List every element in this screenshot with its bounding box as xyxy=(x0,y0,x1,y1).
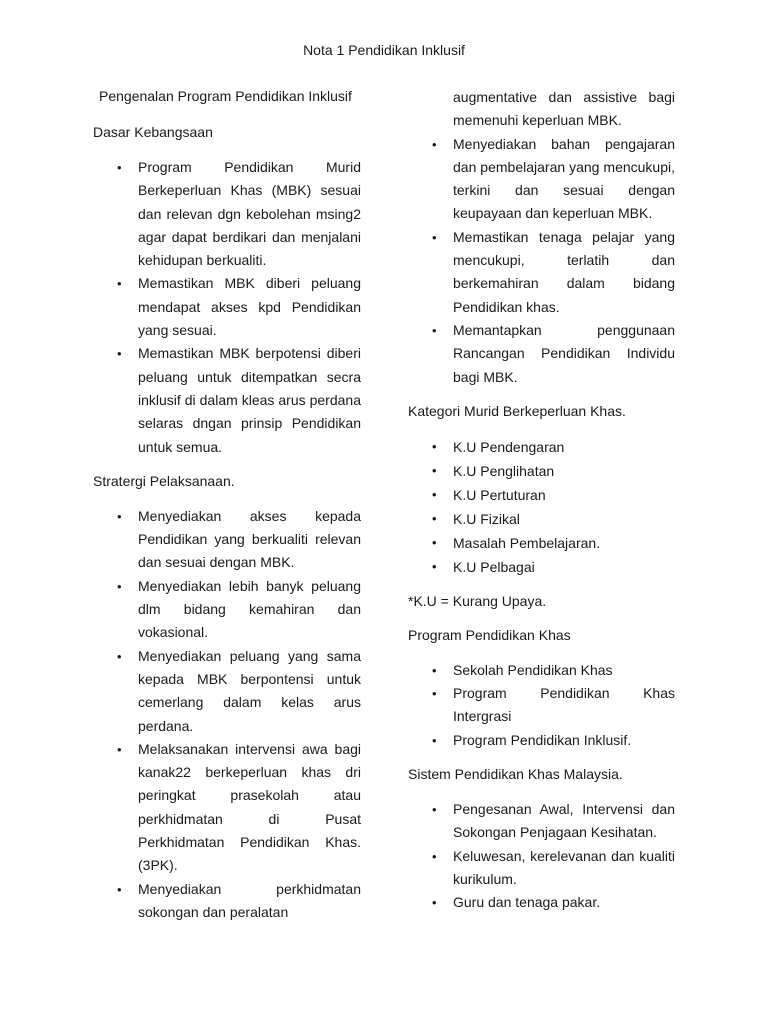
bullet-icon: • xyxy=(432,558,437,574)
text-line: Memastikan tenaga pelajar yang xyxy=(453,228,675,245)
list-item xyxy=(408,682,675,729)
text-line: vokasional. xyxy=(138,624,209,641)
continued-list xyxy=(408,133,675,389)
text-line: Sokongan Penjagaan Kesihatan. xyxy=(453,824,657,841)
text-line: Program Pendidikan Khas xyxy=(453,685,675,702)
list-item xyxy=(93,738,361,878)
bullet-icon: • xyxy=(117,648,122,664)
program-list xyxy=(408,659,675,752)
text-line: Pendidikan khas. xyxy=(453,298,560,315)
text-line: selaras dngan prinsip Pendidikan xyxy=(138,415,361,432)
text-line: dan relevan dgn kebolehan msing2 xyxy=(138,205,361,222)
text-line: peluang untuk ditempatkan secra xyxy=(138,368,361,385)
bullet-icon: • xyxy=(117,346,122,362)
bullet-icon: • xyxy=(432,136,437,152)
bullet-icon: • xyxy=(117,508,122,524)
text-line: (3PK). xyxy=(138,857,178,874)
text-line: Intergrasi xyxy=(453,708,512,725)
bullet-icon: • xyxy=(432,322,437,338)
text-line: Sekolah Pendidikan Khas xyxy=(453,661,613,678)
list-item xyxy=(408,555,675,579)
text-line: bagi MBK. xyxy=(453,368,518,385)
text-line: peringkat prasekolah atau xyxy=(138,787,361,804)
bullet-icon: • xyxy=(432,802,437,818)
text-line: kurikulum. xyxy=(453,870,517,887)
bullet-icon: • xyxy=(117,881,122,897)
text-line: Menyediakan akses kepada xyxy=(138,507,361,524)
text-line: Menyediakan perkhidmatan xyxy=(138,880,361,897)
bullet-icon: • xyxy=(432,510,437,526)
page-title: Nota 1 Pendidikan Inklusif xyxy=(303,42,465,58)
text-line: memenuhi keperluan MBK. xyxy=(453,112,622,129)
bullet-icon: • xyxy=(432,662,437,678)
program-heading: Program Pendidikan Khas xyxy=(408,626,571,643)
text-line: kehidupan berkualiti. xyxy=(138,252,267,269)
bullet-icon: • xyxy=(117,276,122,292)
text-line: kanak22 berkeperluan khas dri xyxy=(138,764,361,781)
bullet-icon: • xyxy=(432,486,437,502)
text-line: K.U Pendengaran xyxy=(453,438,565,455)
section-heading-strategi: Stratergi Pelaksanaan. xyxy=(93,472,235,489)
text-line: perkhidmatan di Pusat xyxy=(138,810,361,827)
text-line: Memastikan MBK diberi peluang xyxy=(138,275,361,292)
bullet-icon: • xyxy=(117,160,122,175)
list-item xyxy=(408,319,675,389)
list-item xyxy=(408,845,675,892)
text-line: kepada MBK berpontensi untuk xyxy=(138,670,361,687)
list-item xyxy=(93,505,361,575)
text-line: mendapat akses kpd Pendidikan xyxy=(138,298,361,315)
category-heading: Kategori Murid Berkeperluan Khas. xyxy=(408,402,626,419)
text-line: K.U Fizikal xyxy=(453,510,520,527)
text-line: Pendidikan yang berkualiti relevan xyxy=(138,531,361,548)
system-list xyxy=(408,798,675,914)
bullet-icon: • xyxy=(432,534,437,550)
text-line: Keluwesan, kerelevanan dan kualiti xyxy=(453,847,675,864)
bullet-icon: • xyxy=(432,848,437,864)
list-item xyxy=(93,575,361,645)
text-line: keupayaan dan keperluan MBK. xyxy=(453,205,653,222)
text-line: Guru dan tenaga pakar. xyxy=(453,894,601,911)
text-line: Memantapkan penggunaan xyxy=(453,321,675,338)
continued-text xyxy=(408,86,675,133)
text-line: Berkeperluan Khas (MBK) sesuai xyxy=(138,182,361,199)
bullet-icon: • xyxy=(117,578,122,594)
bullet-icon: • xyxy=(117,741,122,757)
text-line: untuk semua. xyxy=(138,438,223,455)
text-line: K.U Pelbagai xyxy=(453,558,535,575)
list-item xyxy=(408,483,675,507)
list-item xyxy=(408,531,675,555)
text-line: Menyediakan peluang yang sama xyxy=(138,647,361,664)
text-line: berkemahiran dalam bidang xyxy=(453,275,675,292)
text-line: Rancangan Pendidikan Individu xyxy=(453,345,675,362)
list-item xyxy=(408,891,675,914)
right-column xyxy=(408,86,675,915)
text-line: dan pembelajaran yang mencukupi, xyxy=(453,158,675,175)
section-heading-dasar: Dasar Kebangsaan xyxy=(93,124,213,140)
text-line: perdana. xyxy=(138,717,194,734)
text-line: cemerlang dalam kelas arus xyxy=(138,694,361,711)
text-line: sokongan dan peralatan xyxy=(138,903,289,920)
text-line: Program Pendidikan Murid xyxy=(138,159,361,175)
category-list xyxy=(408,435,675,579)
intro-heading: Pengenalan Program Pendidikan Inklusif xyxy=(99,88,352,104)
list-item xyxy=(408,507,675,531)
bullet-icon: • xyxy=(432,732,437,748)
text-line: Menyediakan bahan pengajaran xyxy=(453,135,675,152)
text-line: Memastikan MBK berpotensi diberi xyxy=(138,345,361,362)
list-item xyxy=(93,156,361,272)
text-line: Perkhidmatan Pendidikan Khas. xyxy=(138,834,361,851)
list-item xyxy=(408,459,675,483)
text-line: inklusif di dalam kleas arus perdana xyxy=(138,391,361,408)
ku-note: *K.U = Kurang Upaya. xyxy=(408,592,547,609)
bullet-icon: • xyxy=(432,438,437,454)
list-item xyxy=(408,659,675,682)
bullet-icon: • xyxy=(432,895,437,911)
text-line: dan sesuai dengan MBK. xyxy=(138,554,295,571)
text-line: agar dapat berdikari dan menjalani xyxy=(138,228,361,245)
list-item xyxy=(93,272,361,342)
text-line: augmentative dan assistive bagi xyxy=(453,89,675,105)
list-item xyxy=(408,435,675,459)
text-line: Masalah Pembelajaran. xyxy=(453,534,601,551)
text-line: K.U Pertuturan xyxy=(453,486,546,503)
list-item xyxy=(408,226,675,319)
text-line: mencukupi, terlatih dan xyxy=(453,252,675,269)
text-line: Menyediakan lebih banyk peluang xyxy=(138,577,361,594)
list-item xyxy=(408,133,675,226)
bullet-icon: • xyxy=(432,686,437,702)
text-line: Melaksanakan intervensi awa bagi xyxy=(138,740,361,757)
text-line: dlm bidang kemahiran dan xyxy=(138,601,361,618)
list-item xyxy=(93,342,361,458)
dasar-list xyxy=(93,156,361,459)
bullet-icon: • xyxy=(432,462,437,478)
bullet-icon: • xyxy=(432,229,437,245)
text-line: terkini dan sesuai dengan xyxy=(453,182,675,199)
text-line: K.U Penglihatan xyxy=(453,462,555,479)
list-item xyxy=(408,798,675,845)
list-item xyxy=(408,729,675,752)
text-line: yang sesuai. xyxy=(138,322,217,339)
text-line: Program Pendidikan Inklusif. xyxy=(453,731,632,748)
list-item xyxy=(93,878,361,925)
list-item xyxy=(93,645,361,738)
left-column xyxy=(93,86,361,924)
strategi-list xyxy=(93,505,361,924)
system-heading: Sistem Pendidikan Khas Malaysia. xyxy=(408,766,623,783)
text-line: Pengesanan Awal, Intervensi dan xyxy=(453,801,675,818)
